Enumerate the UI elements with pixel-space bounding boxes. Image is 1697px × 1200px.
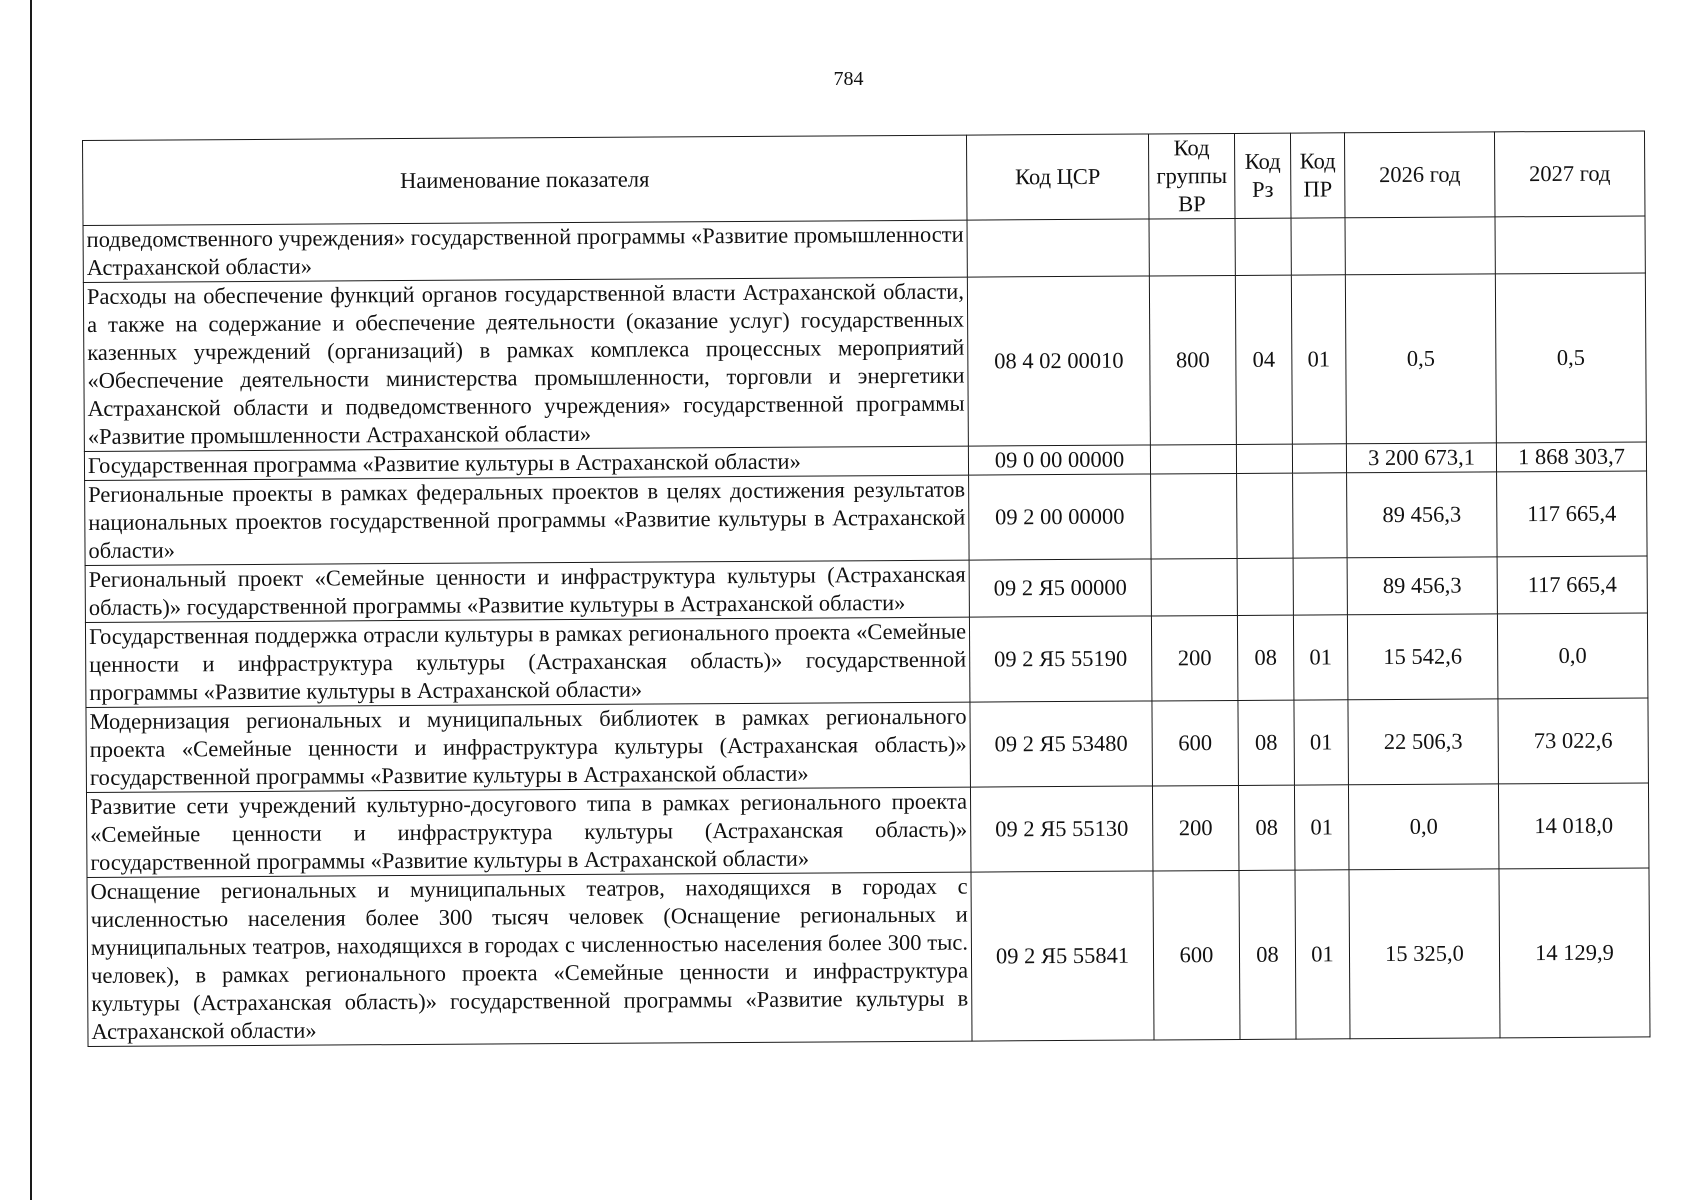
- row-2027: 14 129,9: [1499, 868, 1650, 1038]
- header-name: Наименование показателя: [83, 135, 968, 225]
- row-vr: 200: [1152, 785, 1239, 871]
- row-vr: 600: [1152, 700, 1239, 786]
- row-pr: 01: [1293, 615, 1348, 700]
- row-pr: 01: [1294, 785, 1349, 870]
- page-number: 784: [833, 68, 864, 90]
- row-2026: [1345, 217, 1495, 275]
- row-rz: 08: [1237, 615, 1294, 700]
- table-row: [83, 216, 1645, 283]
- row-vr: [1149, 218, 1235, 276]
- row-rz: [1237, 473, 1294, 558]
- row-csr: 09 2 Я5 00000: [969, 559, 1151, 617]
- row-csr: 09 2 Я5 53480: [970, 701, 1153, 787]
- row-csr: 08 4 02 00010: [967, 276, 1150, 446]
- row-rz: [1235, 218, 1291, 275]
- row-vr: 800: [1149, 275, 1236, 445]
- row-pr: 01: [1295, 870, 1350, 1039]
- row-name: Государственная программа «Развитие культуры в Астраханской области»: [84, 446, 968, 480]
- row-pr: [1291, 218, 1345, 275]
- row-vr: 600: [1153, 870, 1240, 1040]
- row-name: Государственная поддержка отрасли культуры в рамках регионального проекта «Семейные ценности и инфраструктура культуры (Астраханская область)» государственной программы «Развитие культуры в Астраханской области»: [85, 617, 970, 707]
- row-2027: 0,0: [1497, 613, 1648, 699]
- row-pr: [1292, 444, 1346, 473]
- row-2027: 0,5: [1495, 273, 1646, 443]
- row-vr: [1151, 473, 1238, 559]
- row-2027: 117 665,4: [1497, 556, 1647, 614]
- row-csr: 09 0 00 00000: [968, 445, 1150, 475]
- scan-binding-edge: [30, 0, 32, 1200]
- row-2027: 1 868 303,7: [1496, 442, 1646, 472]
- row-rz: 08: [1239, 870, 1296, 1039]
- row-csr: 09 2 00 00000: [969, 474, 1152, 560]
- row-csr: 09 2 Я5 55190: [969, 616, 1152, 702]
- row-name: Модернизация региональных и муниципальных библиотек в рамках регионального проекта «Семейные ценности и инфраструктура культуры (Астраханская область)» государственной программы «Развитие культуры в Астраханской области»: [86, 702, 971, 792]
- row-rz: 08: [1238, 700, 1295, 785]
- row-vr: [1150, 444, 1236, 474]
- row-2027: 117 665,4: [1497, 471, 1648, 557]
- row-2026: 22 506,3: [1348, 699, 1499, 785]
- row-csr: 09 2 Я5 55130: [970, 786, 1153, 872]
- row-name: подведомственного учреждения» государственной программы «Развитие промышленности Астраханской области»: [83, 220, 967, 282]
- row-2026: 0,5: [1345, 274, 1496, 444]
- table-row: [85, 613, 1647, 708]
- row-csr: 09 2 Я5 55841: [971, 871, 1154, 1041]
- table-row: [85, 556, 1647, 623]
- table-row: [87, 868, 1650, 1047]
- table-row: [85, 471, 1647, 566]
- budget-table-wrapper: [82, 130, 1650, 1047]
- table-row: [83, 273, 1646, 452]
- header-2027: 2027 год: [1494, 131, 1645, 217]
- row-name: Оснащение региональных и муниципальных театров, находящихся в городах с численностью населения более 300 тысяч человек (Оснащение региональных и муниципальных театров, находящихся в городах с численностью населения более 300 тыс. человек), в рамках регионального проекта «Семейные ценности и инфраструктура культуры (Астраханская область)» государственной программы «Развитие культуры в Астраханской области»: [87, 872, 972, 1046]
- row-rz: [1236, 444, 1292, 473]
- row-2027: [1495, 216, 1645, 274]
- row-2026: 15 325,0: [1349, 869, 1500, 1039]
- header-csr: Код ЦСР: [966, 134, 1149, 220]
- row-2026: 0,0: [1348, 784, 1499, 870]
- row-pr: [1293, 473, 1348, 558]
- row-2026: 89 456,3: [1347, 557, 1497, 615]
- row-name: Расходы на обеспечение функций органов государственной власти Астраханской области, а также на содержание и обеспечение деятельности (оказание услуг) государственных казенных учреждений (организаций) в рамках комплекса процессных мероприятий «Обеспечение деятельности министерства промышленности, торговли и энергетики Астраханской области и подведомственного учреждения» государственной программы «Развитие промышленности Астраханской области»: [83, 277, 968, 451]
- row-vr: [1151, 558, 1237, 616]
- row-csr: [967, 219, 1149, 277]
- row-name: Региональный проект «Семейные ценности и инфраструктура культуры (Астраханская область)» государственной программы «Развитие культуры в Астраханской области»: [85, 560, 969, 622]
- table-row: [86, 783, 1648, 878]
- header-vr: Код группы ВР: [1148, 133, 1235, 219]
- row-2026: 89 456,3: [1347, 472, 1498, 558]
- header-rz: Код Рз: [1234, 133, 1291, 218]
- table-row: [86, 698, 1648, 793]
- header-pr: Код ПР: [1290, 133, 1345, 218]
- header-2026: 2026 год: [1344, 132, 1495, 218]
- row-rz: 08: [1238, 785, 1295, 870]
- row-vr: 200: [1151, 615, 1238, 701]
- row-2026: 3 200 673,1: [1346, 443, 1496, 473]
- row-2027: 14 018,0: [1498, 783, 1649, 869]
- row-pr: 01: [1294, 700, 1349, 785]
- row-2027: 73 022,6: [1498, 698, 1649, 784]
- row-2026: 15 542,6: [1347, 614, 1498, 700]
- row-name: Региональные проекты в рамках федеральных проектов в целях достижения результатов национальных проектов государственной программы «Развитие культуры в Астраханской области»: [85, 475, 970, 565]
- row-rz: [1237, 558, 1293, 615]
- table-header-row: [83, 131, 1645, 226]
- row-pr: [1293, 558, 1347, 615]
- row-rz: 04: [1235, 275, 1292, 444]
- budget-table: [82, 130, 1651, 1047]
- row-name: Развитие сети учреждений культурно-досугового типа в рамках регионального проекта «Семейные ценности и инфраструктура культуры (Астраханская область)» государственной программы «Развитие культуры в Астраханской области»: [86, 787, 971, 877]
- row-pr: 01: [1291, 275, 1346, 444]
